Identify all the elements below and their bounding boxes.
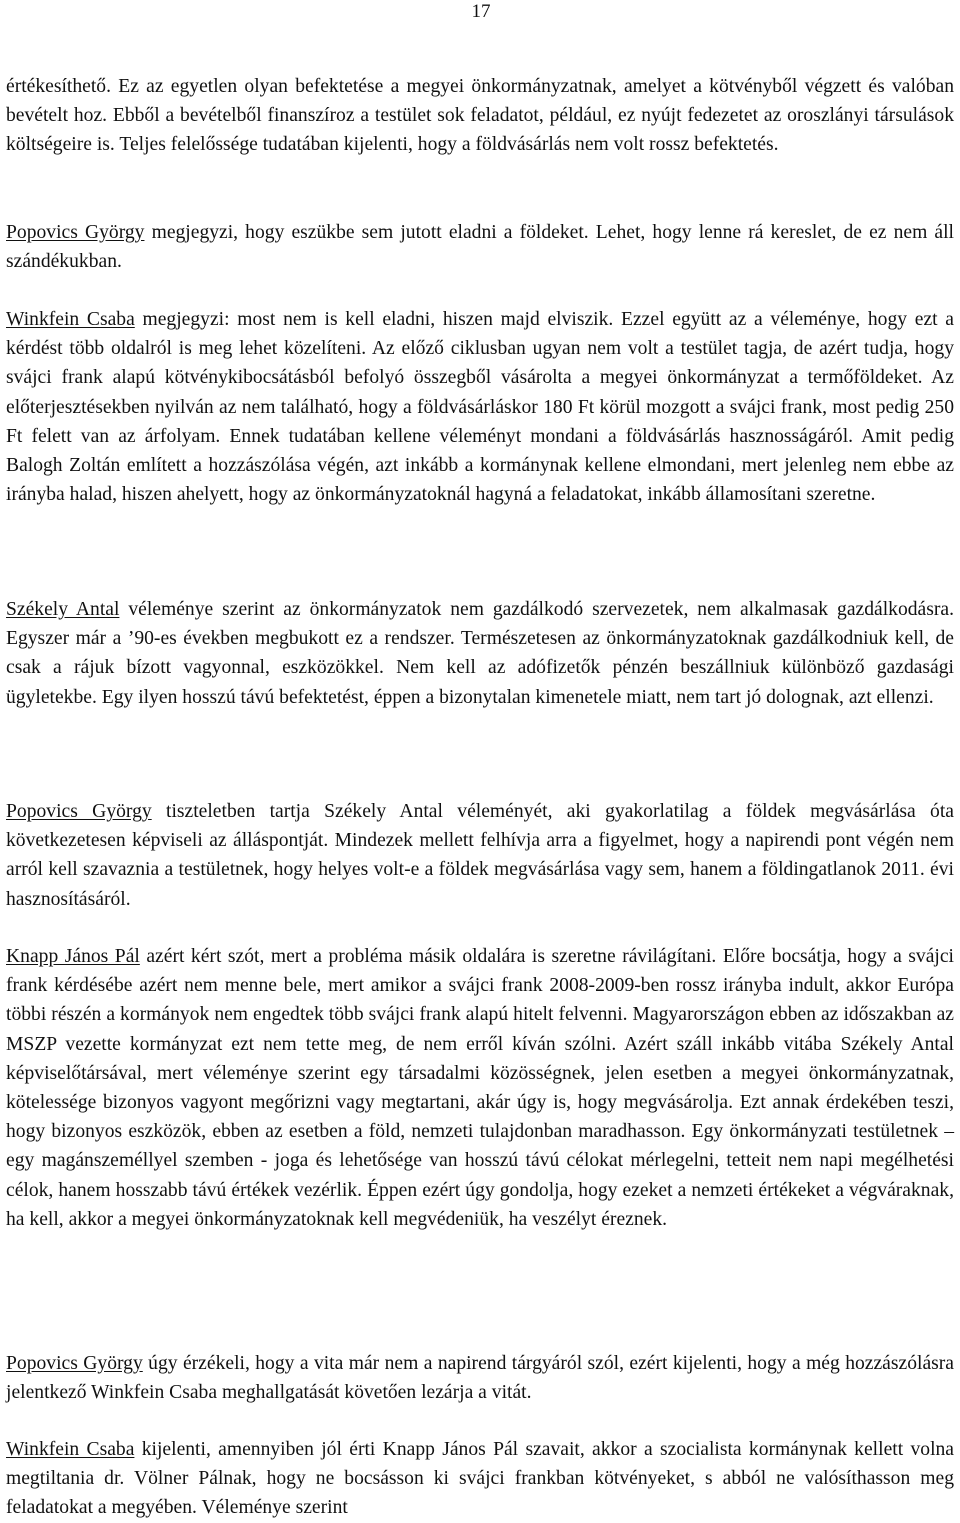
- paragraph-2: [6, 218, 954, 276]
- paragraph-text: tiszteletben tartja Székely Antal véleményét, aki gyakorlatilag a földek megvásárlása óta következetesen képviseli az álláspontját. Mindezek mellett felhívja arra a figyelmet, hogy a napirendi pont végén nem arról kell szavaznia a testületnek, hogy helyes volt-e a földek megvásárlása vagy sem, hanem a földingatlanok 2011. évi hasznosításáról.: [6, 801, 954, 910]
- paragraph-text: kijelenti, amennyiben jól érti Knapp János Pál szavait, akkor a szocialista kormánynak kellett volna megtiltania dr. Völner Pálnak, hogy ne bocsásson ki svájci frankban kötvényeket, s abból ne valósíthasson meg feladatokat a megyében. Véleménye szerint: [6, 1439, 955, 1519]
- paragraph-3: [6, 305, 954, 509]
- paragraph-1: [6, 72, 954, 160]
- speaker-name: Popovics György: [6, 222, 145, 243]
- speaker-name: Winkfein Csaba: [6, 309, 135, 330]
- paragraph-text: azért kért szót, mert a probléma másik oldalára is szeretne rávilágítani. Előre bocsátja, hogy a svájci frank kérdésébe azért nem menne bele, mert amikor a svájci frank 2008-2009-ben rossz irányba indult, akkor Európa többi részén a kormányok nem engedtek több svájci frank alapú hitelt felvenni. Magyarországon ebben az időszakban az MSZP vezette kormányzat ezt nem tette meg, de nem erről kíván szólni. Azért száll inkább vitába Székely Antal képviselőtársával, mert véleménye szerint egy társadalmi közösségnek, jelen esetben a megyei önkormányzatnak, kötelessége bizonyos vagyont megőrizni vagy megtartani, akár úgy is, hogy megvásárolja. Ezt annak érdekében teszi, hogy bizonyos eszközök, ebben az esetben a föld, nemzeti tulajdonban maradhasson. Egy önkormányzati testületnek – egy magánszeméllyel szemben - joga és lehetősége van hosszú távú célokat mérlegelni, tetteit nem napi megélhetési célok, hanem hosszabb távú értékek vezérlik. Éppen ezért úgy gondolja, hogy ezeket a nemzeti értékeket a végváraknak, ha kell, akkor a megyei önkormányzatoknak kell megvédeniük, ha veszélyt éreznek.: [6, 946, 954, 1230]
- paragraph-text: véleménye szerint az önkormányzatok nem gazdálkodó szervezetek, nem alkalmasak gazdálkodásra. Egyszer már a ’90-es években megbukott ez a rendszer. Természetesen az önkormányzatoknak gazdálkodniuk kell, de csak a rájuk bízott vagyonnal, eszközökkel. Nem kell az adófizetők pénzén beszállniuk különböző gazdasági ügyletekbe. Egy ilyen hosszú távú befektetést, éppen a bizonytalan kimenetele miatt, nem tart jó dolognak, azt ellenzi.: [6, 599, 954, 708]
- paragraph-6: [6, 942, 954, 1234]
- speaker-name: Popovics György: [6, 801, 152, 822]
- speaker-name: Knapp János Pál: [6, 946, 140, 967]
- paragraph-8: [6, 1435, 954, 1523]
- page-number: 17: [471, 1, 491, 22]
- paragraph-text: értékesíthető. Ez az egyetlen olyan befektetése a megyei önkormányzatnak, amelyet a kötvényből végzett és valóban bevételt hoz. Ebből a bevételből finanszíroz a testület sok feladatot, például, ez nyújt fedezetet az oroszlányi társulások költségeire is. Teljes felelőssége tudatában kijelenti, hogy a földvásárlás nem volt rossz befektetés.: [6, 76, 954, 156]
- paragraph-4: [6, 595, 954, 712]
- speaker-name: Székely Antal: [6, 599, 120, 620]
- speaker-name: Winkfein Csaba: [6, 1439, 135, 1460]
- paragraph-7: [6, 1349, 954, 1407]
- speaker-name: Popovics György: [6, 1353, 143, 1374]
- paragraph-text: úgy érzékeli, hogy a vita már nem a napirend tárgyáról szól, ezért kijelenti, hogy a még hozzászólásra jelentkező Winkfein Csaba meghallgatását követően lezárja a vitát.: [6, 1353, 954, 1404]
- paragraph-text: megjegyzi, hogy eszükbe sem jutott eladni a földeket. Lehet, hogy lenne rá kereslet, de ez nem áll szándékukban.: [6, 222, 954, 273]
- paragraph-5: [6, 797, 954, 914]
- paragraph-text: megjegyzi: most nem is kell eladni, hiszen majd elviszik. Ezzel együtt az a véleménye, hogy ezt a kérdést több oldalról is meg lehet közelíteni. Az előző ciklusban ugyan nem volt a testület tagja, de azért tudja, hogy svájci frank alapú kötvénykibocsátásból befolyó összegből vásárolta a megyei önkormányzat a termőföldeket. Az előterjesztésekben nyilván az nem található, hogy a földvásárláskor 180 Ft körül mozgott a svájci frank, most pedig 250 Ft felett van az árfolyam. Ennek tudatában kellene véleményt mondani a földvásárlás hasznosságáról. Amit pedig Balogh Zoltán említett a hozzászólása végén, azt inkább a kormánynak kellene elmondani, mert jelenleg nem ebbe az irányba halad, hiszen ahelyett, hogy az önkormányzatoknál hagyná a feladatokat, inkább államosítani szeretne.: [6, 309, 954, 506]
